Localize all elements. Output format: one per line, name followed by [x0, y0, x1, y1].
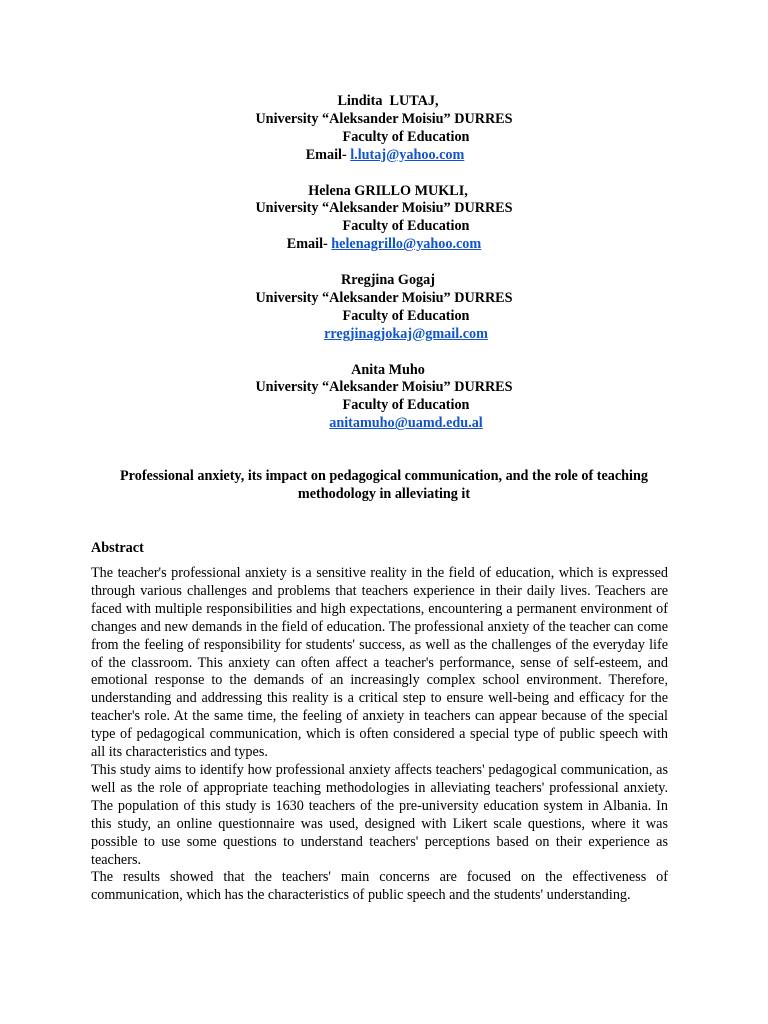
author-email-line: [0, 415, 768, 433]
author-email-line: [0, 147, 768, 165]
author-block: [0, 272, 768, 344]
author-university: University “Aleksander Moisiu” DURRES: [255, 379, 513, 396]
author-list: [0, 93, 768, 451]
author-faculty: Faculty of Education: [342, 307, 470, 324]
abstract-paragraph: The teacher's professional anxiety is a sensitive reality in the field of education, which is expressed through various challenges and problems that teachers experience in their daily lives. Teachers are faced with multiple responsibilities and high expectations, encountering a permanent environment of changes and new demands in the field of education. The professional anxiety of the teacher can come from the feeling of responsibility for students' success, as well as the challenges of the everyday life of the classroom. This anxiety can often affect a teacher's performance, sense of self-esteem, and emotional response to the demands of an increasingly complex school environment. Therefore, understanding and addressing this reality is a critical step to ensure well-being and efficacy for the teacher's role. At the same time, the feeling of anxiety in teachers can appear because of the special type of pedagogical communication, which is often considered a special type of public speech with all its characteristics and types.: [91, 565, 668, 761]
author-email-line: [0, 236, 768, 254]
email-label: Email-: [305, 146, 351, 163]
email-label: Email-: [286, 236, 332, 253]
author-faculty: Faculty of Education: [342, 218, 470, 235]
author-university: University “Aleksander Moisiu” DURRES: [255, 200, 513, 217]
abstract-heading: Abstract: [91, 540, 144, 556]
author-name: Helena GRILLO MUKLI,: [308, 182, 468, 199]
author-email-line: [0, 326, 768, 344]
author-university: University “Aleksander Moisiu” DURRES: [255, 110, 513, 127]
author-university: University “Aleksander Moisiu” DURRES: [255, 289, 513, 306]
paper-title: Professional anxiety, its impact on pedagogical communication, and the role of teaching methodology in alleviating it: [120, 468, 648, 502]
author-email-link[interactable]: l.lutaj@yahoo.com: [350, 146, 465, 163]
author-block: [0, 362, 768, 434]
abstract-body: [91, 565, 668, 905]
author-name: Rregjina Gogaj: [341, 272, 435, 289]
abstract-paragraph: This study aims to identify how professional anxiety affects teachers' pedagogical communication, as well as the role of appropriate teaching methodologies in alleviating teachers' professional anxiety. The population of this study is 1630 teachers of the pre-university education system in Albania. In this study, an online questionnaire was used, designed with Likert scale questions, where it was possible to use some questions to understand teachers' perceptions based on their experience as teachers.: [91, 761, 668, 868]
author-faculty: Faculty of Education: [342, 397, 470, 414]
author-block: [0, 93, 768, 165]
author-email-link[interactable]: anitamuho@uamd.edu.al: [329, 415, 483, 432]
author-name: Anita Muho: [351, 361, 425, 378]
author-faculty: Faculty of Education: [342, 128, 470, 145]
author-email-link[interactable]: rregjinagjokaj@gmail.com: [324, 325, 488, 342]
author-email-link[interactable]: helenagrillo@yahoo.com: [331, 236, 482, 253]
abstract-paragraph: The results showed that the teachers' main concerns are focused on the effectiveness of communication, which has the characteristics of public speech and the students' understanding.: [91, 869, 668, 904]
author-name: Lindita LUTAJ,: [337, 93, 439, 109]
author-block: [0, 183, 768, 255]
